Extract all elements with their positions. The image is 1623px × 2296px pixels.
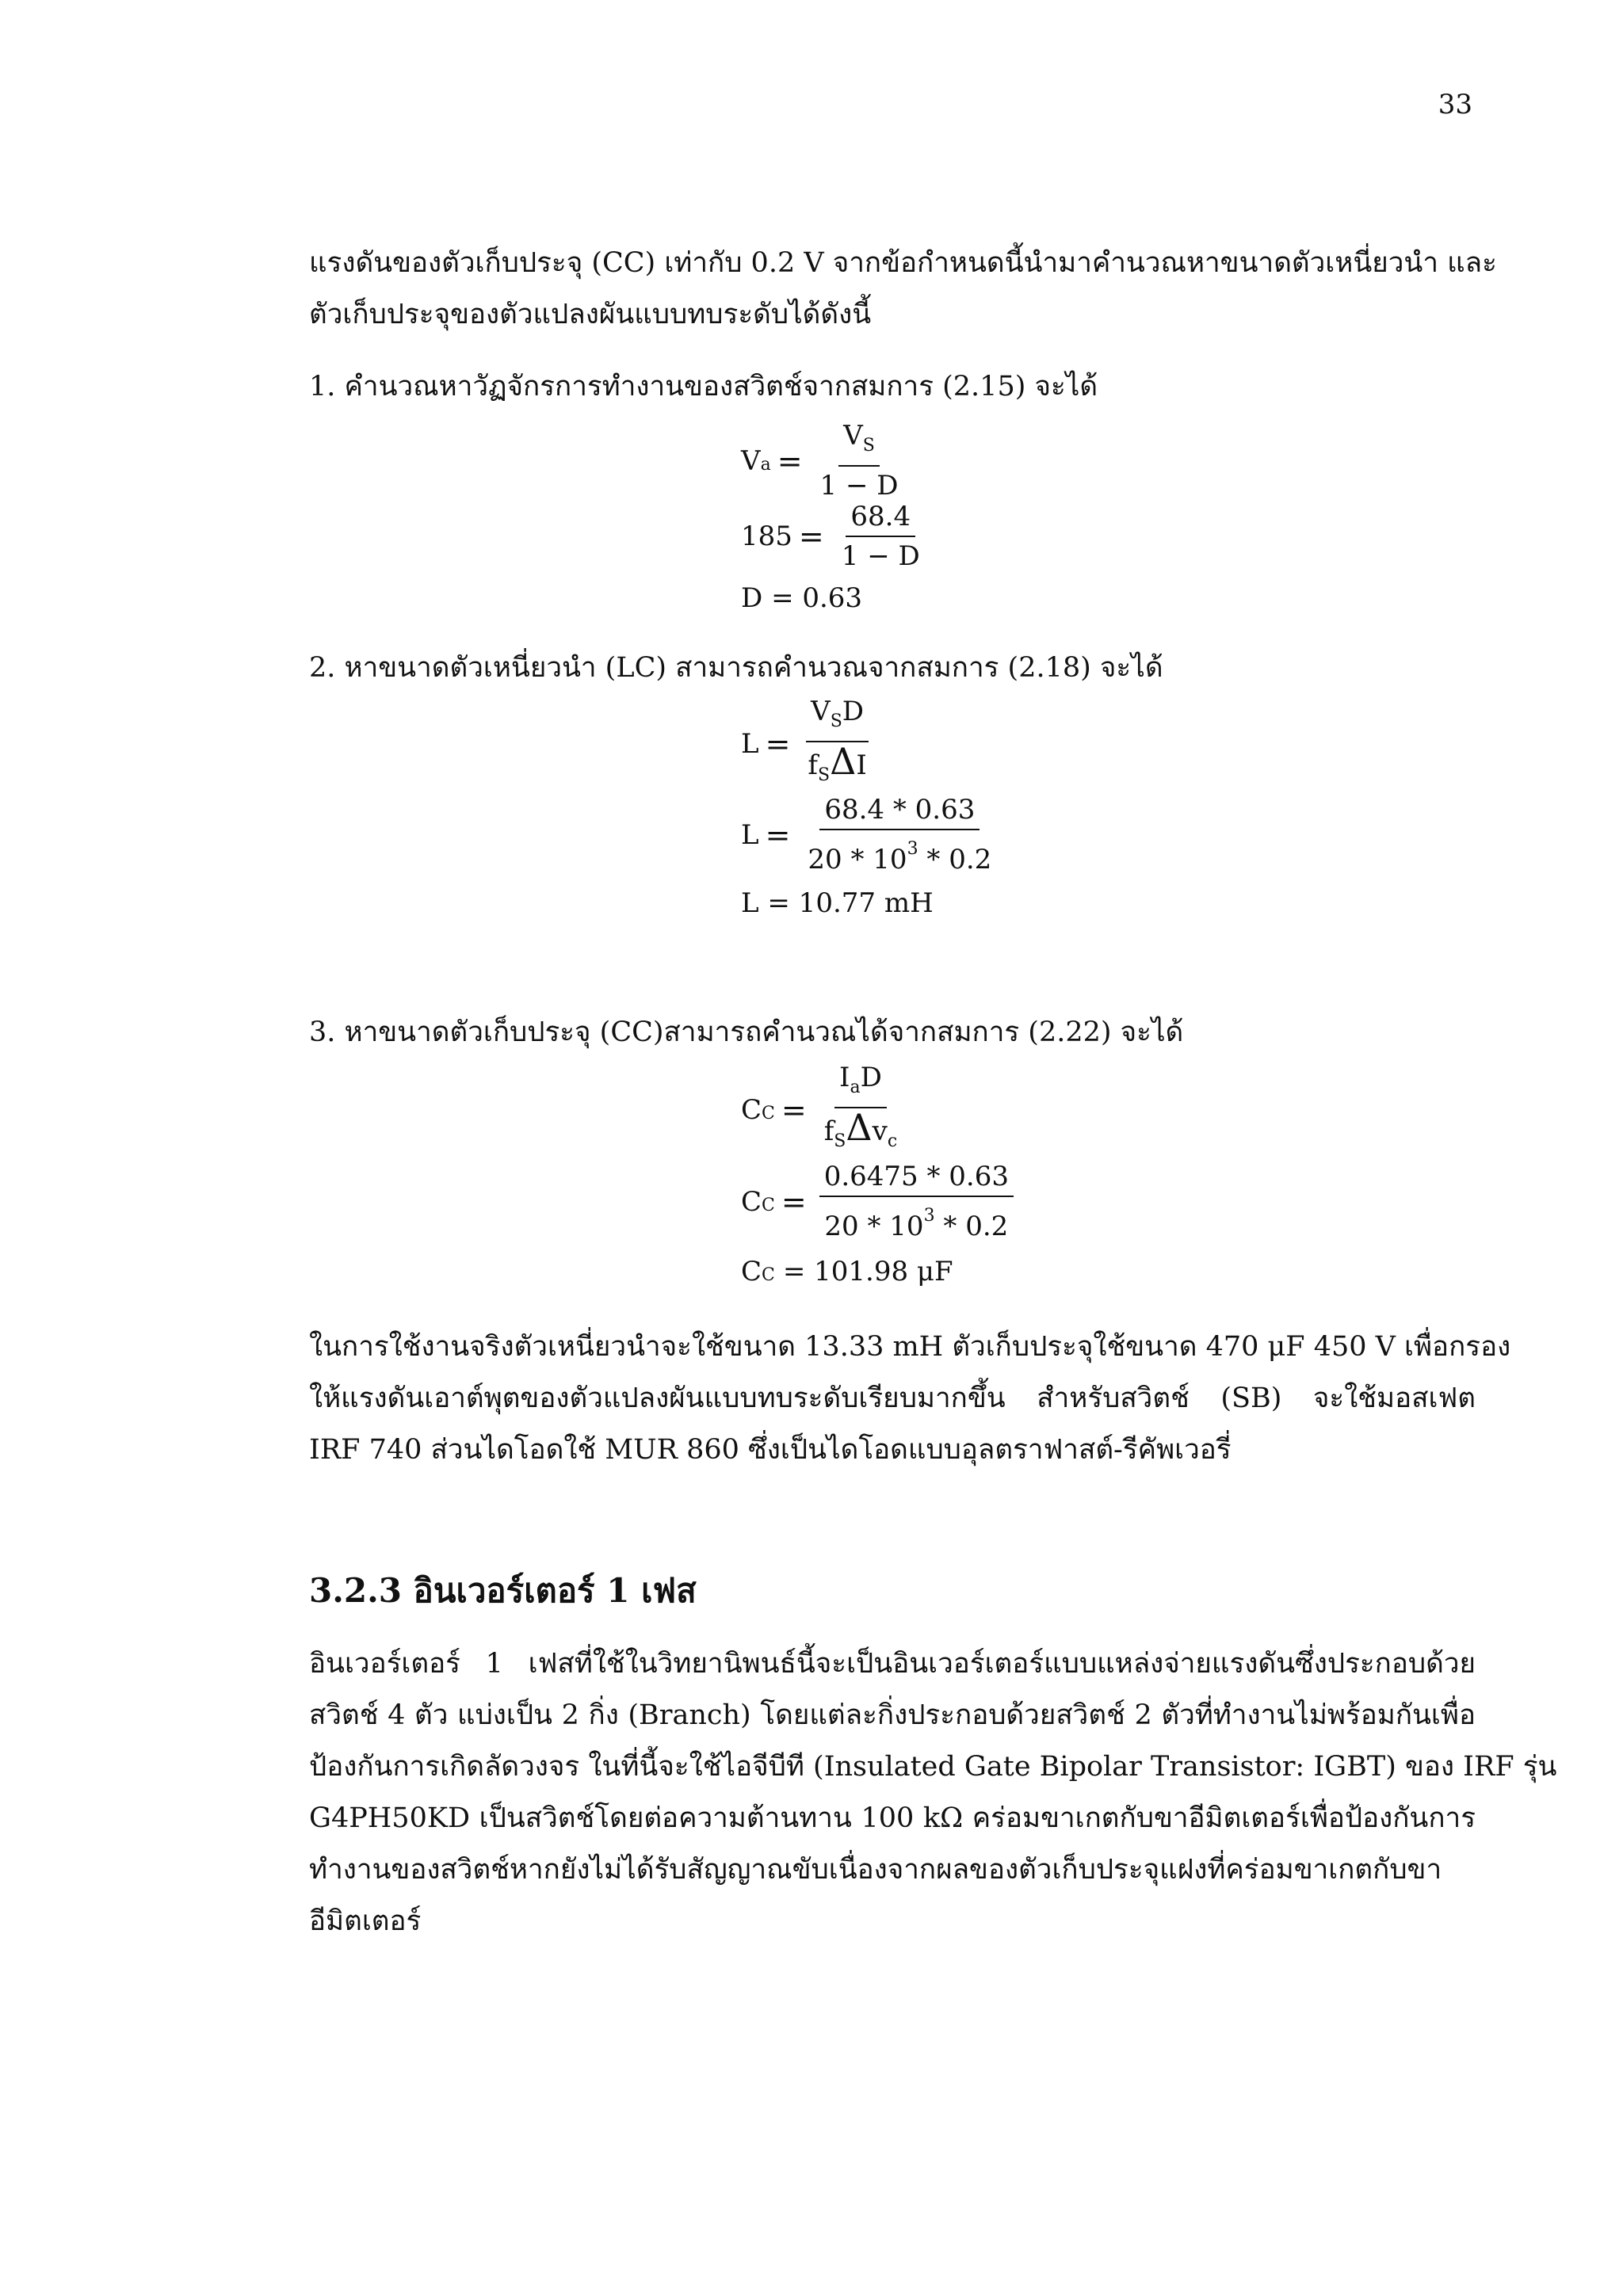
denominator-symbol-2: v <box>872 1116 888 1147</box>
denominator: 1 − D <box>819 470 899 502</box>
eq-lhs: L <box>741 727 759 760</box>
eq-lhs-sub: a <box>760 454 771 475</box>
denominator-symbol: f <box>823 1116 834 1147</box>
denominator-sub-2: c <box>887 1131 898 1151</box>
numerator-sub: S <box>862 436 875 456</box>
numerator: 68.4 * 0.63 <box>819 794 980 830</box>
equation-capacitor-general: C C = $\frac{I_aD}{f_S\Delta v_c}$ <box>741 1062 902 1158</box>
inverter-line-4: G4PH50KD เป็นสวิตช์โดยต่อความต้านทาน 100 kΩ คร่อมขาเกตกับขาอีมิตเตอร์เพื่อป้องกันการ <box>309 1802 1476 1834</box>
denominator-symbol: f <box>808 749 819 781</box>
numerator: 68.4 <box>846 501 915 537</box>
section-heading: 3.2.3 อินเวอร์เตอร์ 1 เฟส <box>309 1571 697 1610</box>
intro-paragraph <box>309 238 1497 341</box>
numerator-sub: S <box>830 711 842 731</box>
step-3-text: 3. หาขนาดตัวเก็บประจุ (CC)สามารถคำนวณได้จากสมการ (2.22) จะได้ <box>309 1016 1184 1048</box>
inverter-line-1: อินเวอร์เตอร์ 1 เฟสที่ใช้ในวิทยานิพนธ์นี้จะเป็นอินเวอร์เตอร์แบบแหล่งจ่ายแรงดันซึ่งประกอบด้วย <box>309 1648 1476 1680</box>
inverter-line-3: ป้องกันการเกิดลัดวงจร ในที่นี้จะใช้ไอจีบีที (Insulated Gate Bipolar Transistor: IGBT) ของ IRF รุ่น <box>309 1751 1557 1783</box>
eq-lhs: 185 <box>741 521 792 552</box>
intro-line-2: ตัวเก็บประจุของตัวแปลงผันแบบทบระดับได้ดังนี้ <box>309 299 872 330</box>
inverter-line-5: ทำงานของสวิตช์หากยังไม่ได้รับสัญญาณขับเนื่องจากผลของตัวเก็บประจุแฝงที่คร่อมขาเกตกับขา <box>309 1854 1442 1886</box>
fraction <box>803 696 871 791</box>
numerator-symbol-2: D <box>860 1062 882 1093</box>
page-number: 33 <box>1438 89 1472 120</box>
delta-symbol: Δ <box>830 740 857 783</box>
fraction <box>819 1062 902 1158</box>
denominator-rest: * 0.2 <box>918 844 992 875</box>
eq-rhs: = 101.98 μF <box>782 1256 953 1287</box>
exponent: 3 <box>907 839 918 859</box>
inverter-paragraph <box>309 1638 1557 1947</box>
fraction <box>819 1161 1014 1242</box>
equation-inductor-values: L = $\frac{68.4 * 0.63}{20 * 10^3 * 0.2}$ <box>741 794 996 875</box>
inverter-line-6: อีมิตเตอร์ <box>309 1905 422 1937</box>
delta-symbol: Δ <box>846 1106 873 1149</box>
eq-lhs: C <box>741 1185 762 1218</box>
eq-lhs: C <box>741 1256 762 1287</box>
numerator-symbol: V <box>811 696 831 727</box>
denominator-rest: * 0.2 <box>934 1211 1009 1242</box>
exponent: 3 <box>923 1206 935 1226</box>
numerator-sub: a <box>850 1077 861 1097</box>
practical-line-2: ให้แรงดันเอาต์พุตของตัวแปลงผันแบบทบระดับเรียบมากขึ้น สำหรับสวิตช์ (SB) จะใช้มอสเฟต <box>309 1383 1476 1414</box>
eq-lhs-sub: C <box>762 1265 775 1285</box>
numerator: 0.6475 * 0.63 <box>819 1161 1014 1197</box>
fraction <box>837 501 925 572</box>
intro-line-1: แรงดันของตัวเก็บประจุ (CC) เท่ากับ 0.2 V จากข้อกำหนดนี้นำมาคำนวณหาขนาดตัวเหนี่ยวนำ และ <box>309 247 1497 279</box>
practical-line-1: ในการใช้งานจริงตัวเหนี่ยวนำจะใช้ขนาด 13.33 mH ตัวเก็บประจุใช้ขนาด 470 μF 450 V เพื่อกรอง <box>309 1331 1511 1363</box>
equation-duty-general: V a = $\frac{V_S}{1 - D}$ <box>741 420 903 502</box>
inverter-line-2: สวิตช์ 4 ตัว แบ่งเป็น 2 กิ่ง (Branch) โดยแต่ละกิ่งประกอบด้วยสวิตช์ 2 ตัวที่ทำงานไม่พร้อมกันเพื่อ <box>309 1699 1476 1731</box>
eq-lhs: L <box>741 818 759 851</box>
equation-capacitor-values: C C = $\frac{0.6475 * 0.63}{20 * 10^3 * 0.2}$ <box>741 1161 1014 1242</box>
eq-lhs: V <box>741 444 761 477</box>
denominator-sub: S <box>834 1131 846 1151</box>
step-1-text: 1. คำนวณหาวัฏจักรการทำงานของสวิตช์จากสมการ (2.15) จะได้ <box>309 371 1098 402</box>
fraction <box>803 794 996 875</box>
denominator: 1 − D <box>841 540 920 572</box>
fraction <box>815 420 903 502</box>
equation-duty-result: D = 0.63 <box>741 582 863 614</box>
numerator-symbol: I <box>839 1062 850 1093</box>
denominator-base: 20 * 10 <box>824 1211 924 1242</box>
denominator-symbol-2: I <box>856 749 867 781</box>
numerator-symbol-2: D <box>842 696 865 727</box>
eq-lhs: C <box>741 1093 762 1126</box>
denominator-base: 20 * 10 <box>808 844 907 875</box>
eq-lhs-sub: C <box>762 1103 775 1123</box>
equation-inductor-result: L = 10.77 mH <box>741 887 934 919</box>
step-2-text: 2. หาขนาดตัวเหนี่ยวนำ (LC) สามารถคำนวณจากสมการ (2.18) จะได้ <box>309 652 1163 684</box>
practical-line-3: IRF 740 ส่วนไดโอดใช้ MUR 860 ซึ่งเป็นไดโอดแบบอุลตราฟาสต์-รีคัพเวอรี่ <box>309 1434 1232 1466</box>
eq-lhs-sub: C <box>762 1195 775 1215</box>
equation-duty-values: 185 = $\frac{68.4}{1 - D}$ <box>741 501 925 572</box>
practical-paragraph <box>309 1322 1511 1476</box>
equation-capacitor-result <box>741 1256 953 1287</box>
denominator-sub: S <box>818 765 831 785</box>
equation-inductor-general: L = $\frac{V_SD}{f_S\Delta I}$ <box>741 696 872 791</box>
numerator: V <box>843 420 863 452</box>
